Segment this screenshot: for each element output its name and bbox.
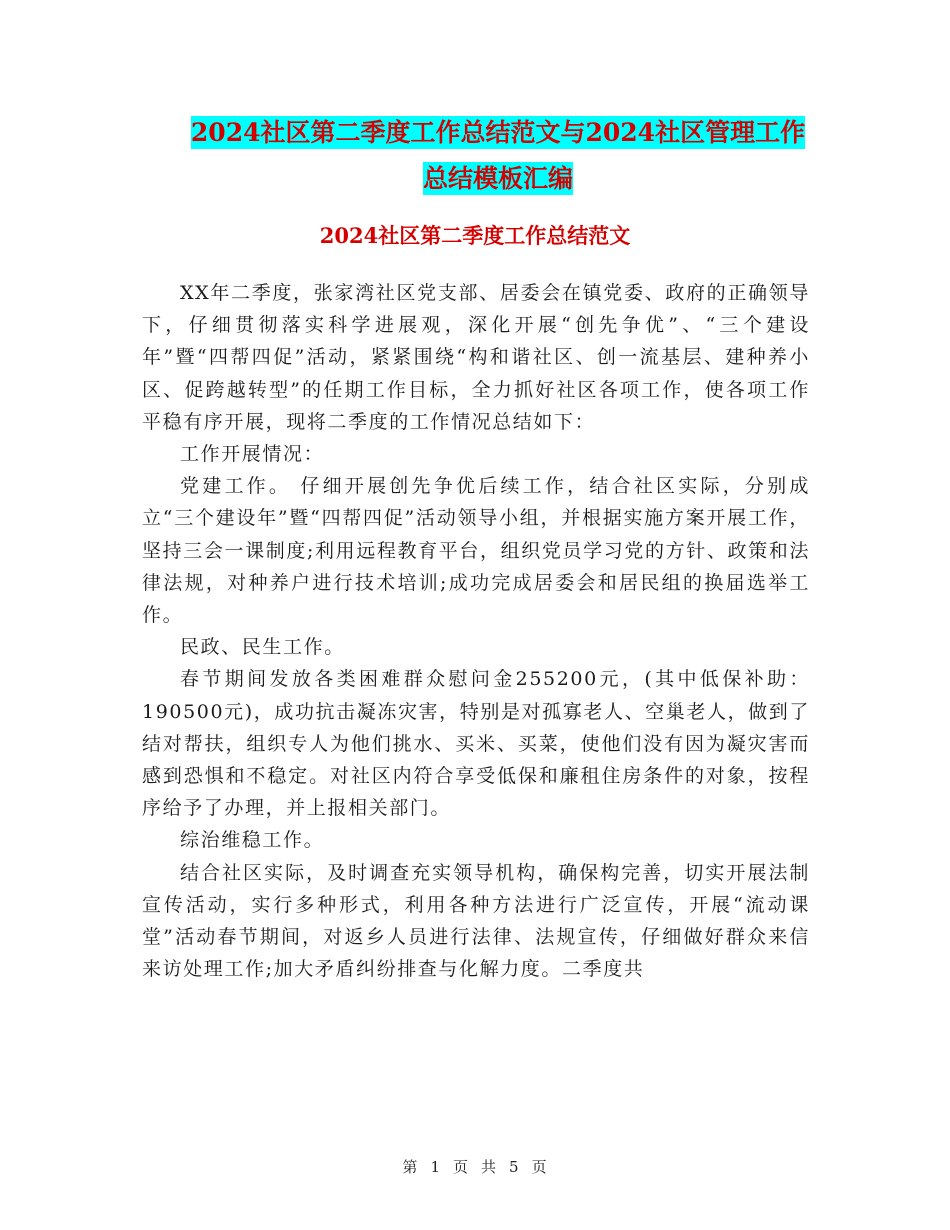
footer-current-page: 1 — [430, 1158, 441, 1176]
section-heading: 2024社区第二季度工作总结范文 — [319, 223, 631, 248]
paragraph: 党建工作。 仔细开展创先争优后续工作，结合社区实际，分别成立“三个建设年”暨“四帮四促”活动领导小组，并根据实施方案开展工作，坚持三会一课制度;利用远程教育平台，组织党员学习党的方针、政策和法律法规，对种养户进行技术培训;成功完成居委会和居民组的换届选举工作。 — [142, 475, 810, 627]
footer-page-word: 页 — [452, 1158, 469, 1176]
footer-total-prefix: 共 — [481, 1158, 498, 1176]
paragraph: 工作开展情况： — [180, 443, 325, 466]
paragraph: XX年二季度，张家湾社区党支部、居委会在镇党委、政府的正确领导下，仔细贯彻落实科学进展观，深化开展“创先争优”、“三个建设年”暨“四帮四促”活动，紧紧围绕“构和谐社区、创一流基层、建种养小区、促跨越转型”的任期工作目标，全力抓好社区各项工作，使各项工作平稳有序开展，现将二季度的工作情况总结如下： — [142, 282, 810, 433]
footer-total-pages: 5 — [509, 1158, 520, 1176]
footer-prefix: 第 — [402, 1158, 419, 1176]
document-title — [140, 110, 856, 202]
paragraph: 民政、民生工作。 — [180, 636, 345, 659]
document-title-line-1: 2024社区第二季度工作总结范文与2024社区管理工作 — [190, 118, 806, 147]
page-footer — [0, 1156, 950, 1177]
document-title-line-2: 总结模板汇编 — [422, 164, 573, 193]
paragraph: 结合社区实际，及时调查充实领导机构，确保构完善，切实开展法制宣传活动，实行多种形式，利用各种方法进行广泛宣传，开展“流动课堂”活动春节期间，对返乡人员进行法律、法规宣传，仔细做好群众来信来访处理工作;加大矛盾纠纷排查与化解力度。二季度共 — [142, 861, 810, 981]
paragraph: 综治维稳工作。 — [180, 829, 325, 852]
footer-suffix: 页 — [531, 1158, 548, 1176]
document-body — [142, 277, 810, 985]
paragraph: 春节期间发放各类困难群众慰问金255200元，(其中低保补助：190500元)，成功抗击凝冻灾害，特别是对孤寡老人、空巢老人，做到了结对帮扶，组织专人为他们挑水、买米、买菜，使他们没有因为凝灾害而感到恐惧和不稳定。对社区内符合享受低保和廉租住房条件的对象，按程序给予了办理，并上报相关部门。 — [142, 668, 810, 820]
